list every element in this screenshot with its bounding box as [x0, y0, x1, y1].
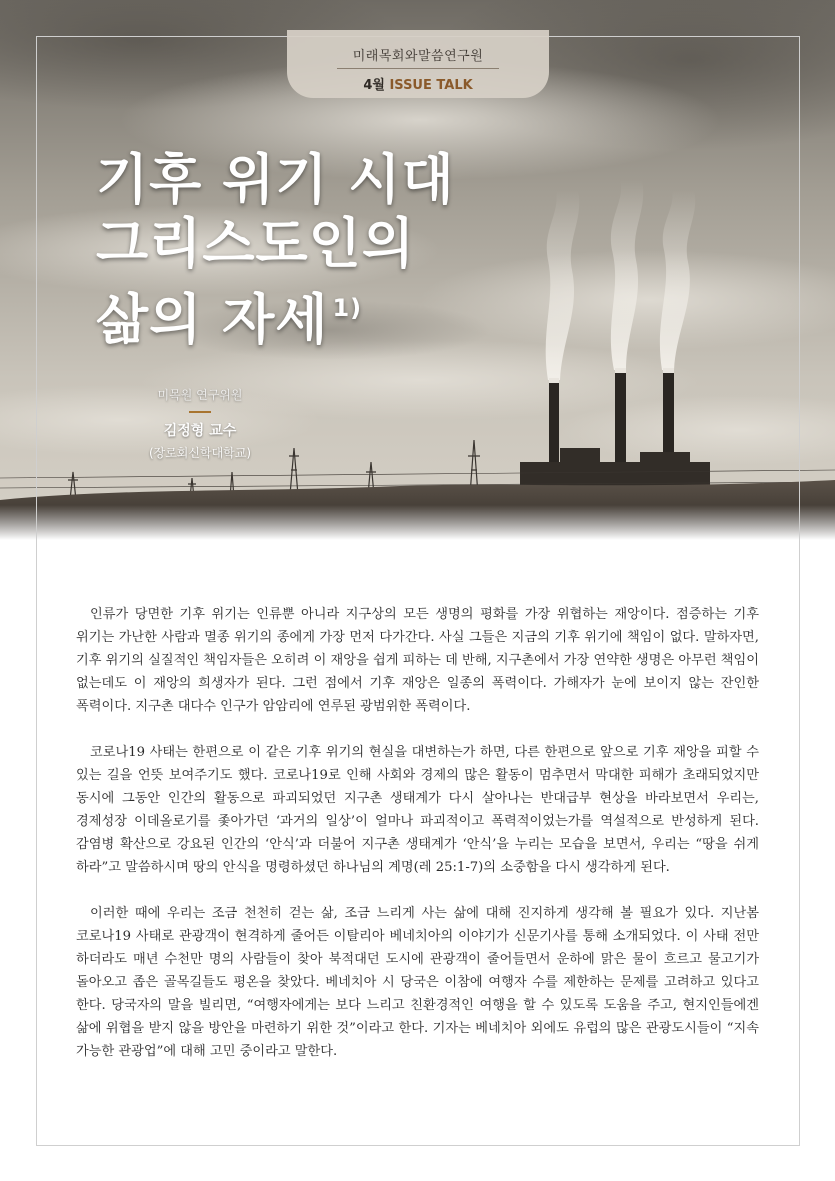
author-affiliation: (장로회신학대학교): [148, 446, 252, 460]
title-line-3: [96, 276, 455, 352]
article-body: [76, 603, 759, 1086]
body-paragraph-2: 코로나19 사태는 한편으로 이 같은 기후 위기의 현실을 대변하는가 하면, 다른 한편으로 앞으로 기후 재앙을 피할 수 있는 길을 언뜻 보여주기도 했다. 코로나19로 인해 사회와 경제의 많은 활동이 멈추면서 막대한 피해가 초래되었지만 동시에 그동안 인간의 활동으로 파괴되었던 지구촌 생태계가 다시 살아나는 반대급부 현상을 바라보면서 우리는, 경제성장 이데올로기를 좇아가던 ‘과거의 일상’이 얼마나 파괴적이고 폭력적이었는가를 역설적으로 반성하게 된다. 감염병 확산으로 강요된 인간의 ‘안식’과 더불어 지구촌 생태계가 ‘안식’을 누리는 모습을 보면서, 우리는 “땅을 쉬게 하라”고 말씀하시며 땅의 안식을 명령하셨던 하나님의 계명(레 25:1-7)의 소중함을 다시 생각하게 된다.: [76, 745, 759, 875]
author-role: 미목원 연구위원: [157, 388, 243, 402]
article-title: [96, 148, 455, 352]
body-paragraph-3: 이러한 때에 우리는 조금 천천히 걷는 삶, 조금 느리게 사는 삶에 대해 진지하게 생각해 볼 필요가 있다. 지난봄 코로나19 사태로 관광객이 현격하게 줄어든 이탈리아 베네치아의 이야기가 신문기사를 통해 소개되었다. 이 사태 전만 하더라도 매년 수천만 명의 사람들이 찾아 북적대던 도시에 관광객이 줄어들면서 운하에 맑은 물이 흐르고 물고기가 돌아오고 좁은 골목길들도 평온을 찾았다. 베네치아 시 당국은 이참에 여행자 수를 제한하는 문제를 고려하고 있다고 한다. 당국자의 말을 빌리면, “여행자에게는 보다 느리고 친환경적인 여행을 할 수 있도록 도움을 주고, 현지인들에겐 삶에 위협을 받지 않을 방안을 마련하기 위한 것”이라고 한다. 기자는 베네치아 외에도 유럽의 많은 관광도시들이 “지속 가능한 관광업”에 대해 고민 중이라고 말한다.: [76, 906, 759, 1059]
issue-month: 4월: [363, 78, 385, 93]
author-divider: [189, 411, 211, 413]
title-line-1: 기후 위기 시대: [96, 148, 455, 211]
issue-talk-label: ISSUE TALK: [389, 78, 473, 93]
organization-name: 미래목회와말씀연구원: [352, 49, 484, 64]
author-block: [140, 386, 260, 461]
title-line-3-text: 삶의 자세: [96, 288, 329, 351]
author-name: 김정형 교수: [163, 423, 237, 439]
issue-header-tab: [287, 30, 549, 98]
title-footnote-marker: 1): [332, 294, 363, 322]
body-paragraph-1: 인류가 당면한 기후 위기는 인류뿐 아니라 지구상의 모든 생명의 평화를 가장 위협하는 재앙이다. 점증하는 기후 위기는 가난한 사람과 멸종 위기의 종에게 가장 먼저 다가간다. 사실 그들은 지금의 기후 위기에 책임이 없다. 말하자면, 기후 위기의 실질적인 책임자들은 오히려 이 재앙을 쉽게 피하는 데 반해, 지구촌에서 가장 연약한 생명은 아무런 책임이 없는데도 이 재앙의 희생자가 된다. 그런 점에서 기후 재앙은 일종의 폭력이다. 가해자가 눈에 보이지 않는 잔인한 폭력이다. 지구촌 대다수 인구가 암암리에 연루된 광범위한 폭력이다.: [76, 607, 759, 714]
title-line-2: 그리스도인의: [96, 212, 415, 275]
header-divider: [337, 68, 499, 69]
issue-label: [287, 74, 549, 93]
